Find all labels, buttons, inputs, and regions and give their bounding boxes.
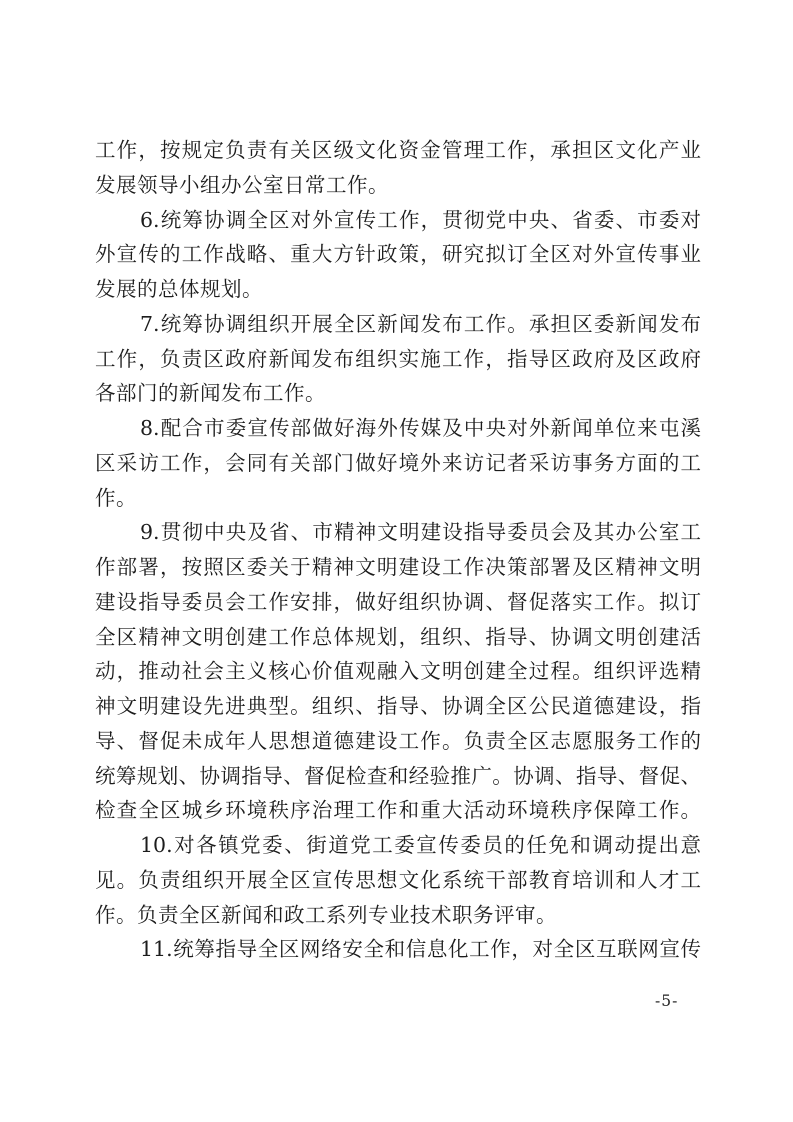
text-line: 动，推动社会主义核心价值观融入文明创建全过程。组织评选精: [95, 659, 701, 684]
text-line: 导、督促未成年人思想道德建设工作。负责全区志愿服务工作的: [95, 728, 701, 753]
text-line: 作。负责全区新闻和政工系列专业技术职务评审。: [95, 902, 557, 927]
text-line: 9.贯彻中央及省、市精神文明建设指导委员会及其办公室工: [140, 520, 701, 545]
text-line: 发展的总体规划。: [95, 277, 263, 301]
text-line: 神文明建设先进典型。组织、指导、协调全区公民道德建设，指: [95, 694, 701, 718]
document-body: [95, 133, 701, 967]
text-line: 发展领导小组办公室日常工作。: [95, 172, 389, 197]
text-line: 各部门的新闻发布工作。: [95, 381, 326, 406]
text-line: 统筹规划、协调指导、督促检查和经验推广。协调、指导、督促、: [95, 763, 701, 788]
text-line: 全区精神文明创建工作总体规划，组织、指导、协调文明创建活: [95, 624, 701, 649]
page-number: -5-: [655, 992, 679, 1010]
text-line: 建设指导委员会工作安排，做好组织协调、督促落实工作。拟订: [95, 589, 701, 614]
text-line: 外宣传的工作战略、重大方针政策，研究拟订全区对外宣传事业: [95, 242, 701, 267]
text-line: 11.统筹指导全区网络安全和信息化工作，对全区互联网宣传: [140, 937, 701, 962]
text-line: 8.配合市委宣传部做好海外传媒及中央对外新闻单位来屯溪: [140, 416, 701, 440]
text-line: 7.统筹协调组织开展全区新闻发布工作。承担区委新闻发布: [140, 311, 701, 336]
text-line: 作。: [95, 485, 137, 510]
text-line: 作部署，按照区委关于精神文明建设工作决策部署及区精神文明: [95, 555, 701, 579]
text-line: 工作，负责区政府新闻发布组织实施工作，指导区政府及区政府: [95, 346, 701, 371]
text-line: 区采访工作，会同有关部门做好境外来访记者采访事务方面的工: [95, 450, 701, 475]
text-line: 10.对各镇党委、街道党工委宣传委员的任免和调动提出意: [140, 833, 701, 857]
text-line: 6.统筹协调全区对外宣传工作，贯彻党中央、省委、市委对: [140, 207, 701, 232]
text-line: 见。负责组织开展全区宣传思想文化系统干部教育培训和人才工: [95, 867, 701, 892]
text-line: 工作，按规定负责有关区级文化资金管理工作，承担区文化产业: [95, 138, 701, 162]
text-line: 检查全区城乡环境秩序治理工作和重大活动环境秩序保障工作。: [95, 798, 701, 823]
